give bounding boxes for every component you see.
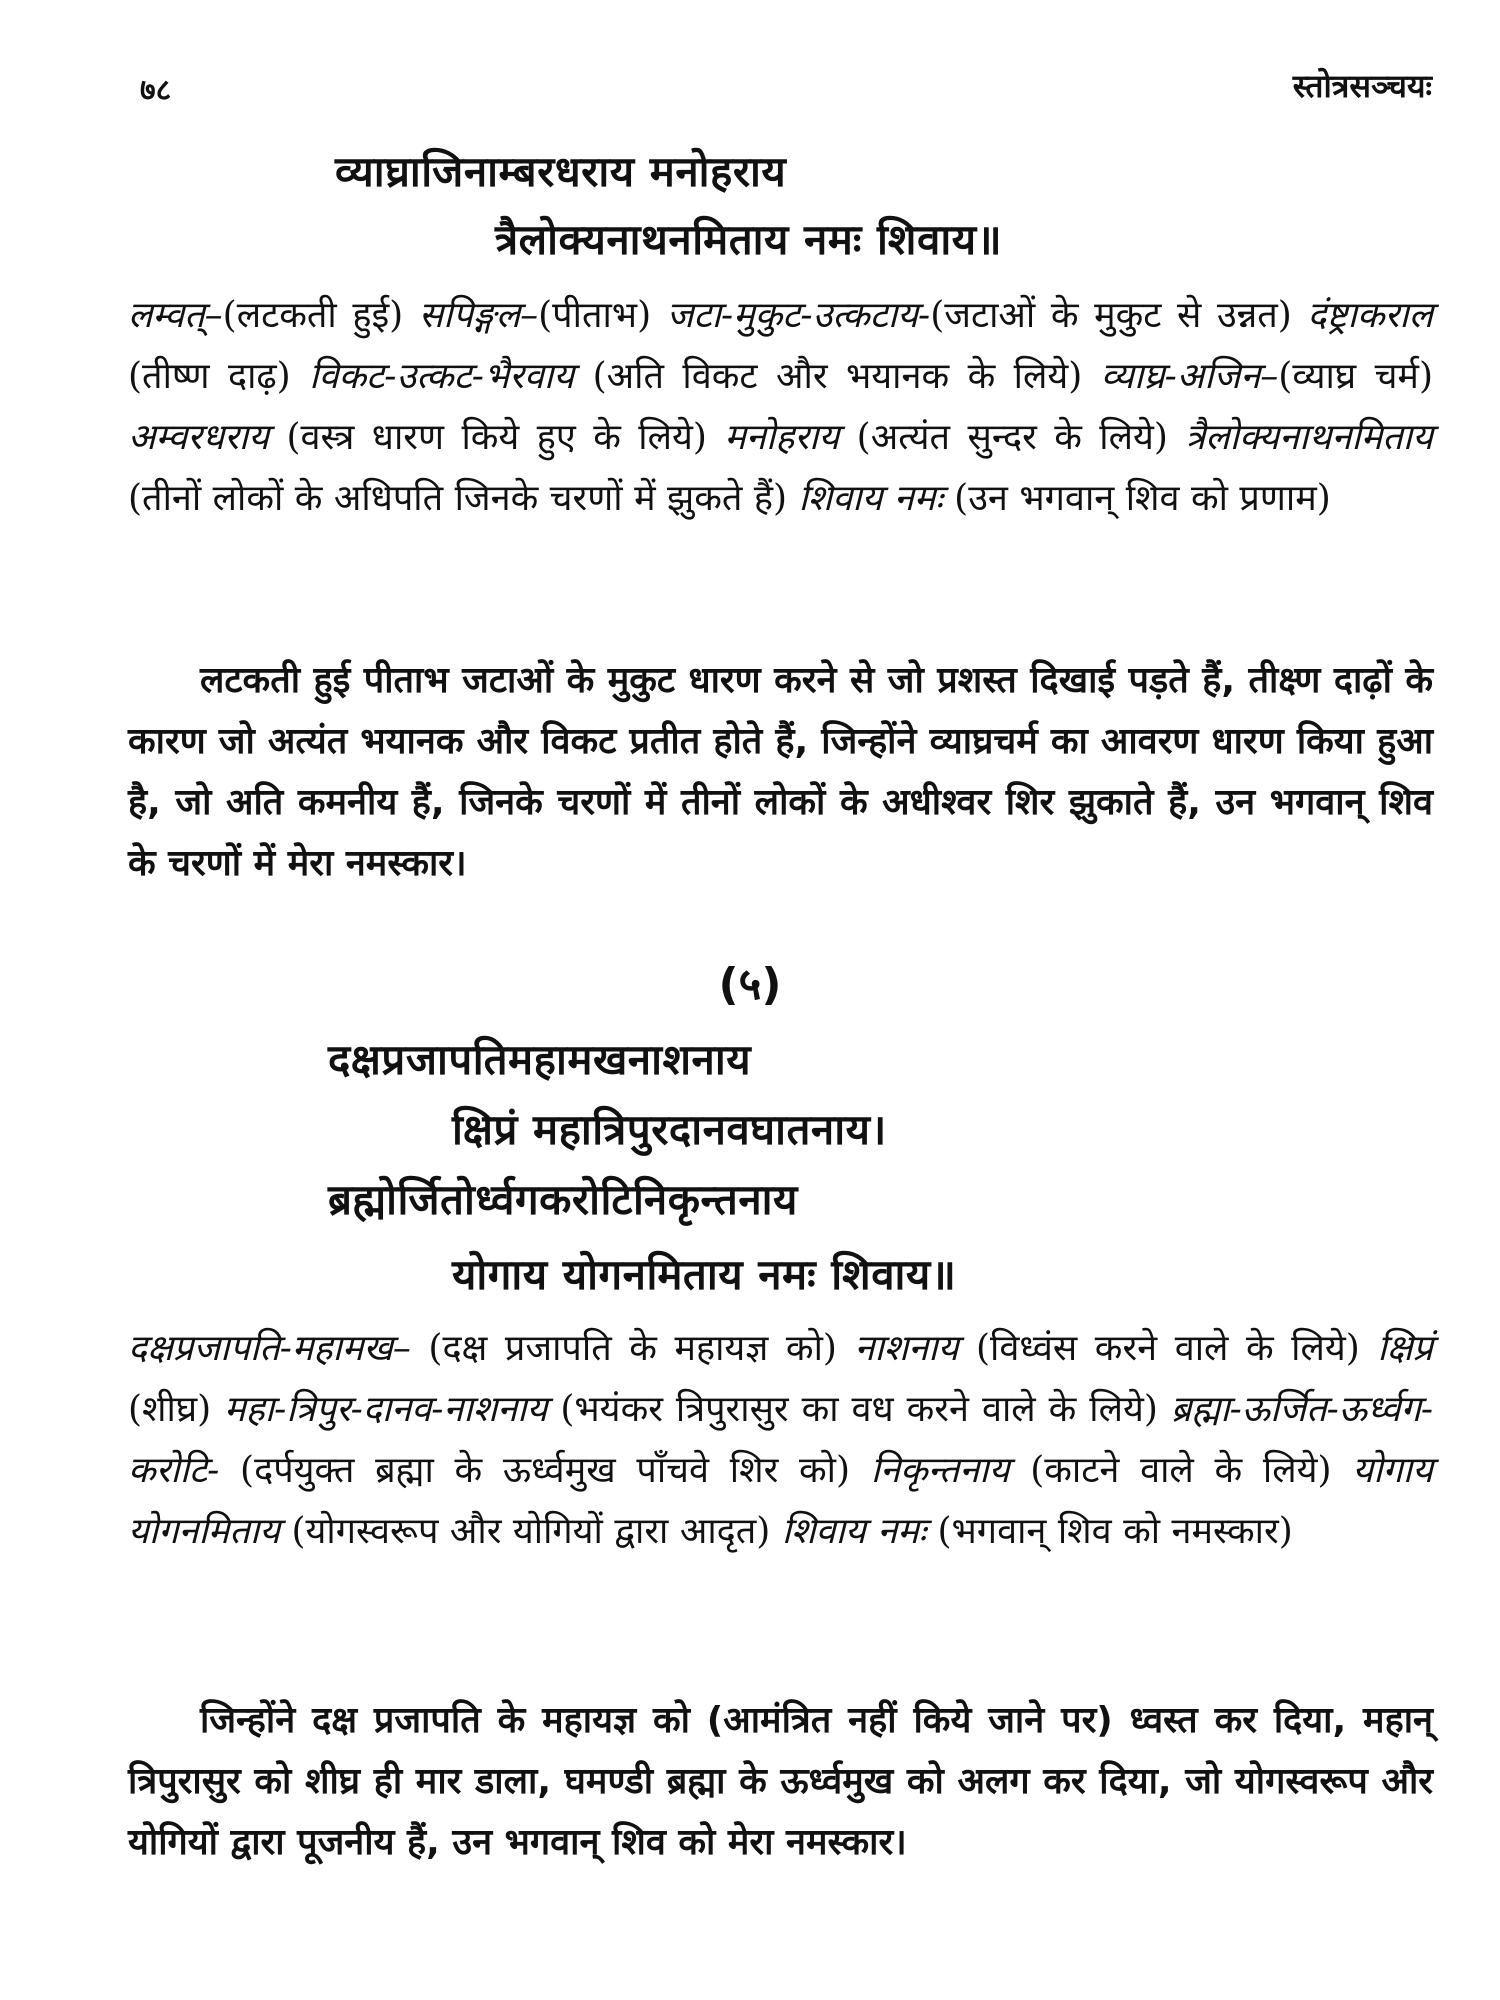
gloss-term: त्रैलोक्यनाथनमिताय [1185, 417, 1433, 458]
gloss-meaning: (अत्यंत सुन्दर के लिये) [839, 417, 1186, 458]
gloss-term: अम्वरधराय [128, 417, 270, 458]
gloss-meaning: (भयंकर त्रिपुरासुर का वध करने वाले के लिये) [547, 1389, 1171, 1430]
gloss-meaning: (शीघ्र) [128, 1389, 225, 1430]
gloss-meaning: (योगस्वरूप और योगियों द्वारा आदृत) [280, 1511, 782, 1552]
gloss-term: दंष्ट्राकराल [1307, 295, 1433, 336]
gloss-verse5 [128, 1318, 1433, 1562]
gloss-term: क्षिप्रं [1377, 1328, 1433, 1369]
gloss-meaning: (अति विकट और भयानक के लिये) [574, 356, 1101, 397]
gloss-meaning: (जटाओं के मुकुट से उन्नत) [930, 295, 1308, 336]
gloss-meaning: (दक्ष प्रजापति के महायज्ञ को) [410, 1328, 855, 1369]
gloss-meaning: (उन भगवान् शिव को प्रणाम) [942, 478, 1331, 519]
gloss-term: लम्वत्– [128, 295, 223, 336]
verse4-line2: त्रैलोक्यनाथनमिताय नमः शिवाय॥ [495, 215, 1003, 264]
gloss-term: महा-त्रिपुर-दानव-नाशनाय [224, 1389, 548, 1430]
gloss-meaning: (काटने वाले के लिये) [1009, 1450, 1353, 1491]
gloss-term: जटा-मुकुट-उत्कटाय- [666, 295, 931, 336]
gloss-term: विकट-उत्कट-भैरवाय [309, 356, 575, 397]
section-number: (५) [718, 959, 782, 1010]
page-number: ७८ [140, 73, 172, 108]
translation-verse5: जिन्होंने दक्ष प्रजापति के महायज्ञ को (आमंत्रित नहीं किये जाने पर) ध्वस्त कर दिया, महान् त्रिपुरासुर को शीघ्र ही मार डाला, घमण्डी ब्रह्मा के ऊर्ध्वमुख को अलग कर दिया, जो योगस्वरूप और योगियों द्वारा पूजनीय हैं, उन भगवान् शिव को मेरा नमस्कार। [128, 1700, 1433, 1863]
verse5-line2: क्षिप्रं महात्रिपुरदानवघातनाय। [452, 1105, 887, 1154]
gloss-term: मनोहराय [724, 417, 840, 458]
gloss-term: सपिङ्गल– [418, 295, 539, 336]
running-header: स्तोत्रसञ्चयः [1292, 67, 1432, 105]
gloss-term: शिवाय नमः [798, 478, 943, 519]
gloss-meaning: (पीताभ) [538, 295, 667, 336]
gloss-term: निकृन्तनाय [870, 1450, 1010, 1491]
translation-verse4: लटकती हुई पीताभ जटाओं के मुकुट धारण करने से जो प्रशस्त दिखाई पड़ते हैं, तीक्ष्ण दाढ़ों के कारण जो अत्यंत भयानक और विकट प्रतीत होते हैं, जिन्होंने व्याघ्रचर्म का आवरण धारण किया हुआ है, जो अति कमनीय हैं, जिनके चरणों में तीनों लोकों के अधीश्वर शिर झुकाते हैं, उन भगवान् शिव के चरणों में मेरा नमस्कार। [128, 660, 1433, 884]
verse5-line1: दक्षप्रजापतिमहामखनाशनाय [328, 1035, 752, 1084]
gloss-meaning: (वस्त्र धारण किये हुए के लिये) [269, 417, 725, 458]
gloss-meaning: (व्याघ्र चर्म) [1278, 356, 1433, 397]
gloss-term: दक्षप्रजापति-महामख– [128, 1328, 411, 1369]
gloss-term: ब्रह्मा-ऊर्जित-ऊर्ध्वग-करोटि- [128, 1389, 1433, 1491]
gloss-meaning: (लटकती हुई) [222, 295, 419, 336]
gloss-meaning: (तीनों लोकों के अधिपति जिनके चरणों में झुकते हैं) [128, 478, 799, 519]
gloss-meaning: (भगवान् शिव को नमस्कार) [926, 1511, 1293, 1552]
verse4-line1: व्याघ्राजिनाम्बरधराय मनोहराय [335, 147, 787, 196]
gloss-term: व्याघ्र-अजिन– [1100, 356, 1279, 397]
gloss-term: योगाय योगनमिताय [128, 1450, 1433, 1552]
verse5-line4: योगाय योगनमिताय नमः शिवाय॥ [452, 1250, 957, 1299]
gloss-term: शिवाय नमः [781, 1511, 926, 1552]
gloss-meaning: (तीष्ण दाढ़) [128, 356, 310, 397]
gloss-meaning: (दर्पयुक्त ब्रह्मा के ऊर्ध्वमुख पाँचवे शिर को) [219, 1450, 871, 1491]
gloss-verse4 [128, 285, 1433, 529]
gloss-term: नाशनाय [854, 1328, 959, 1369]
verse5-line3: ब्रह्मोर्जितोर्ध्वगकरोटिनिकृन्तनाय [328, 1175, 798, 1224]
gloss-meaning: (विध्वंस करने वाले के लिये) [958, 1328, 1378, 1369]
